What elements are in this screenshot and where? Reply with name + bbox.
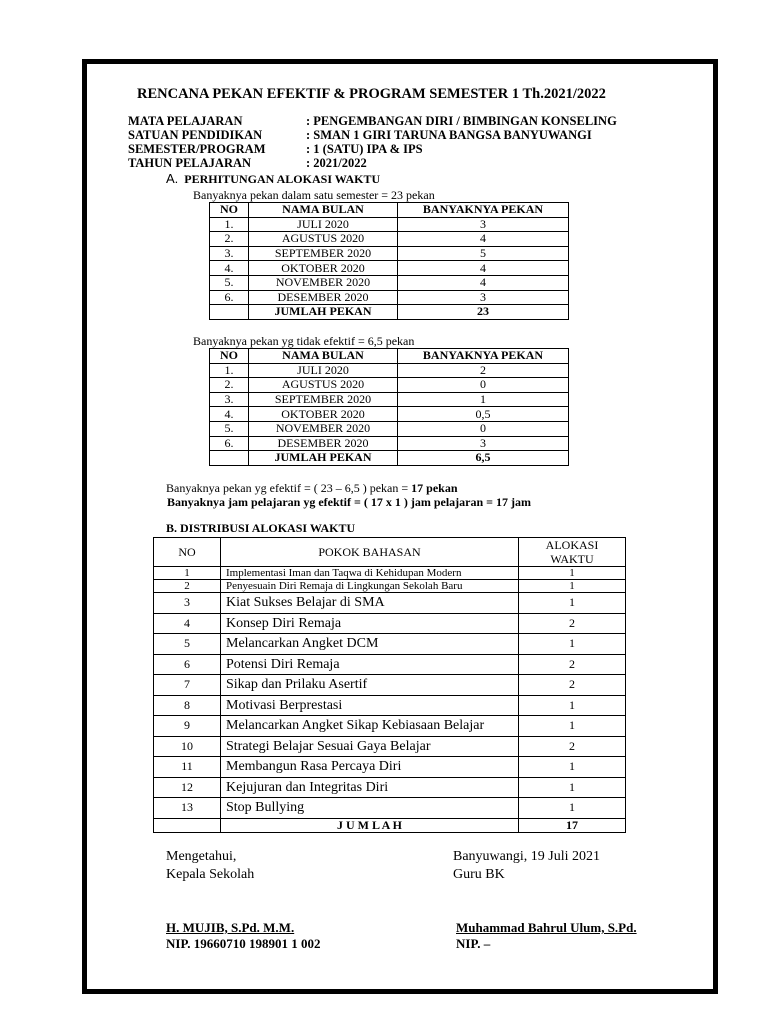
total-label: JUMLAH PEKAN — [249, 451, 398, 466]
meta-value: : 1 (SATU) IPA & IPS — [306, 142, 423, 156]
non-effective-weeks-table — [209, 348, 569, 466]
row-month: DESEMBER 2020 — [249, 436, 398, 451]
col-header-weeks: BANYAKNYA PEKAN — [398, 349, 569, 364]
row-topic: Motivasi Berprestasi — [221, 695, 519, 716]
table-row — [154, 777, 626, 798]
row-weeks: 1 — [398, 392, 569, 407]
table-row — [154, 580, 626, 593]
table-row — [210, 246, 569, 261]
table-row — [210, 421, 569, 436]
table-header-row — [154, 538, 626, 567]
table-row — [154, 798, 626, 819]
row-no: 4. — [210, 261, 249, 276]
row-month: AGUSTUS 2020 — [249, 232, 398, 247]
total-value: 17 — [519, 818, 626, 832]
section-a-heading — [166, 171, 380, 187]
row-allocation: 1 — [519, 695, 626, 716]
meta-label: SATUAN PENDIDIKAN — [128, 128, 263, 142]
principal-nip: NIP. 19660710 198901 1 002 — [166, 936, 321, 951]
table-row — [154, 567, 626, 580]
row-allocation: 1 — [519, 580, 626, 593]
row-no: 3 — [154, 593, 221, 614]
weeks-in-semester-text: Banyaknya pekan dalam satu semester = 23 pekan — [193, 188, 435, 202]
table-row — [210, 407, 569, 422]
row-allocation: 1 — [519, 716, 626, 737]
row-month: SEPTEMBER 2020 — [249, 246, 398, 261]
principal-name: H. MUJIB, S.Pd. M.M. — [166, 920, 295, 935]
row-no: 6. — [210, 436, 249, 451]
row-allocation: 2 — [519, 613, 626, 634]
row-no: 11 — [154, 757, 221, 778]
row-allocation: 1 — [519, 567, 626, 580]
effective-weeks-value: 17 pekan — [411, 481, 458, 495]
col-header-topic: POKOK BAHASAN — [221, 538, 519, 567]
weeks-table — [209, 202, 569, 320]
row-no: 5. — [210, 421, 249, 436]
table-row — [154, 613, 626, 634]
row-no: 2 — [154, 580, 221, 593]
row-weeks: 0 — [398, 378, 569, 393]
table-row — [154, 593, 626, 614]
row-no: 6 — [154, 654, 221, 675]
section-b-heading: B. DISTRIBUSI ALOKASI WAKTU — [166, 521, 356, 535]
total-value: 6,5 — [398, 451, 569, 466]
row-month: JULI 2020 — [249, 217, 398, 232]
row-weeks: 2 — [398, 363, 569, 378]
row-topic: Kejujuran dan Integritas Diri — [221, 777, 519, 798]
document-title: RENCANA PEKAN EFEKTIF & PROGRAM SEMESTER 1 Th.2021/2022 — [137, 86, 606, 102]
row-topic: Penyesuain Diri Remaja di Lingkungan Sekolah Baru — [221, 580, 519, 593]
meta-label: SEMESTER/PROGRAM — [128, 142, 266, 156]
row-no: 12 — [154, 777, 221, 798]
row-no: 5. — [210, 275, 249, 290]
row-no: 7 — [154, 675, 221, 696]
row-weeks: 4 — [398, 232, 569, 247]
row-no: 4 — [154, 613, 221, 634]
row-month: NOVEMBER 2020 — [249, 421, 398, 436]
table-row — [210, 392, 569, 407]
row-topic: Sikap dan Prilaku Asertif — [221, 675, 519, 696]
table-row — [210, 436, 569, 451]
meta-value: : SMAN 1 GIRI TARUNA BANGSA BANYUWANGI — [306, 128, 592, 142]
table-row — [154, 654, 626, 675]
row-topic: Membangun Rasa Percaya Diri — [221, 757, 519, 778]
row-weeks: 4 — [398, 275, 569, 290]
time-allocation-table — [153, 537, 626, 833]
col-header-month: NAMA BULAN — [249, 349, 398, 364]
row-month: OKTOBER 2020 — [249, 407, 398, 422]
row-weeks: 0,5 — [398, 407, 569, 422]
row-no: 5 — [154, 634, 221, 655]
effective-weeks-line — [166, 481, 458, 496]
col-header-no: NO — [154, 538, 221, 567]
row-allocation: 1 — [519, 777, 626, 798]
row-month: JULI 2020 — [249, 363, 398, 378]
table-total-row — [210, 451, 569, 466]
row-weeks: 3 — [398, 290, 569, 305]
row-allocation: 2 — [519, 675, 626, 696]
acknowledged-label: Mengetahui, — [166, 849, 237, 864]
table-total-row — [154, 818, 626, 832]
row-no: 1. — [210, 217, 249, 232]
table-row — [210, 378, 569, 393]
col-header-no: NO — [210, 349, 249, 364]
row-no: 3. — [210, 246, 249, 261]
row-topic: Kiat Sukses Belajar di SMA — [221, 593, 519, 614]
row-no: 9 — [154, 716, 221, 737]
row-topic: Strategi Belajar Sesuai Gaya Belajar — [221, 736, 519, 757]
table-row — [154, 634, 626, 655]
counselor-title: Guru BK — [453, 867, 505, 882]
table-row — [154, 736, 626, 757]
row-weeks: 0 — [398, 421, 569, 436]
counselor-name: Muhammad Bahrul Ulum, S.Pd. — [456, 920, 637, 935]
row-weeks: 5 — [398, 246, 569, 261]
row-no: 2. — [210, 378, 249, 393]
row-topic: Melancarkan Angket DCM — [221, 634, 519, 655]
row-topic: Melancarkan Angket Sikap Kebiasaan Belajar — [221, 716, 519, 737]
row-no: 8 — [154, 695, 221, 716]
meta-label: MATA PELAJARAN — [128, 114, 243, 128]
col-header-month: NAMA BULAN — [249, 203, 398, 218]
total-value: 23 — [398, 305, 569, 320]
table-header-row — [210, 203, 569, 218]
row-allocation: 1 — [519, 798, 626, 819]
table-row — [210, 261, 569, 276]
row-allocation: 1 — [519, 634, 626, 655]
effective-weeks-formula: Banyaknya pekan yg efektif = ( 23 – 6,5 ) pekan = — [166, 481, 412, 495]
section-a-letter: A. — [166, 171, 179, 186]
row-month: NOVEMBER 2020 — [249, 275, 398, 290]
principal-title: Kepala Sekolah — [166, 867, 255, 882]
meta-value: : 2021/2022 — [306, 156, 367, 170]
row-month: DESEMBER 2020 — [249, 290, 398, 305]
row-topic: Implementasi Iman dan Taqwa di Kehidupan Modern — [221, 567, 519, 580]
table-header-row — [210, 349, 569, 364]
row-allocation: 2 — [519, 654, 626, 675]
row-allocation: 2 — [519, 736, 626, 757]
effective-hours-line: Banyaknya jam pelajaran yg efektif = ( 17 x 1 ) jam pelajaran = 17 jam — [167, 495, 531, 509]
row-no: 1. — [210, 363, 249, 378]
table-row — [154, 757, 626, 778]
total-label: JUMLAH PEKAN — [249, 305, 398, 320]
meta-value: : PENGEMBANGAN DIRI / BIMBINGAN KONSELING — [306, 114, 617, 128]
row-allocation: 1 — [519, 757, 626, 778]
table-row — [154, 716, 626, 737]
col-header-allocation: ALOKASI WAKTU — [519, 538, 626, 567]
col-header-weeks: BANYAKNYA PEKAN — [398, 203, 569, 218]
table-row — [210, 217, 569, 232]
total-label: J U M L A H — [221, 818, 519, 832]
row-no: 10 — [154, 736, 221, 757]
section-a-title: PERHITUNGAN ALOKASI WAKTU — [184, 172, 381, 186]
row-topic: Potensi Diri Remaja — [221, 654, 519, 675]
row-weeks: 4 — [398, 261, 569, 276]
row-month: OKTOBER 2020 — [249, 261, 398, 276]
row-no: 6. — [210, 290, 249, 305]
row-no: 2. — [210, 232, 249, 247]
table-total-row — [210, 305, 569, 320]
row-month: SEPTEMBER 2020 — [249, 392, 398, 407]
place-date: Banyuwangi, 19 Juli 2021 — [453, 849, 600, 864]
row-month: AGUSTUS 2020 — [249, 378, 398, 393]
counselor-nip: NIP. – — [456, 936, 491, 951]
col-header-no: NO — [210, 203, 249, 218]
row-no: 3. — [210, 392, 249, 407]
meta-label: TAHUN PELAJARAN — [128, 156, 252, 170]
row-allocation: 1 — [519, 593, 626, 614]
table-row — [154, 675, 626, 696]
row-topic: Stop Bullying — [221, 798, 519, 819]
row-no: 4. — [210, 407, 249, 422]
row-topic: Konsep Diri Remaja — [221, 613, 519, 634]
row-weeks: 3 — [398, 217, 569, 232]
row-weeks: 3 — [398, 436, 569, 451]
table-row — [154, 695, 626, 716]
row-no: 1 — [154, 567, 221, 580]
table-row — [210, 275, 569, 290]
non-effective-weeks-text: Banyaknya pekan yg tidak efektif = 6,5 pekan — [193, 334, 415, 348]
row-no: 13 — [154, 798, 221, 819]
table-row — [210, 232, 569, 247]
table-row — [210, 290, 569, 305]
table-row — [210, 363, 569, 378]
